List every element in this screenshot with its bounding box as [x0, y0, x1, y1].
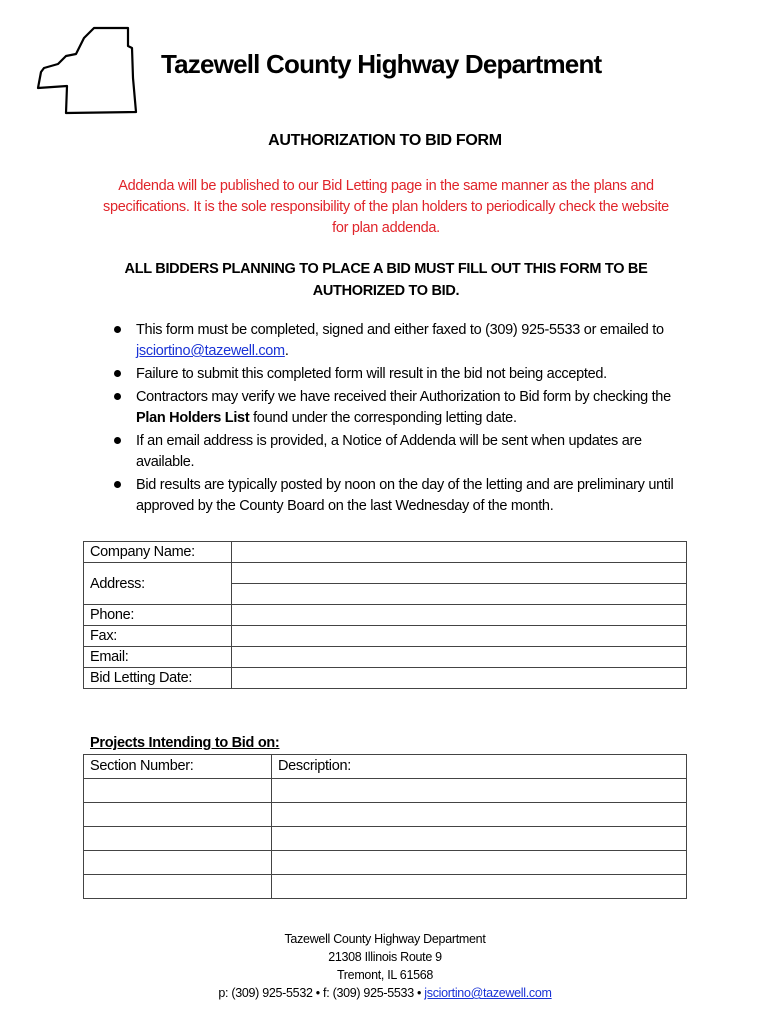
instruction-item — [112, 475, 682, 517]
bullet-icon — [114, 481, 121, 488]
instruction-text: This form must be completed, signed and either faxed to (309) 925-5533 or emailed to — [136, 322, 664, 338]
fax-label: Fax: — [84, 626, 232, 647]
section-number-field[interactable] — [84, 803, 272, 827]
instruction-text-end: found under the corresponding letting date. — [249, 410, 517, 426]
table-row — [84, 875, 687, 899]
company-info-table — [83, 541, 687, 689]
bullet-icon — [114, 326, 121, 333]
phone-label: Phone: — [84, 605, 232, 626]
instruction-text: Failure to submit this completed form will result in the bid not being accepted. — [136, 366, 607, 382]
instruction-item — [112, 431, 682, 473]
section-number-field[interactable] — [84, 827, 272, 851]
bidder-warning: ALL BIDDERS PLANNING TO PLACE A BID MUST FILL OUT THIS FORM TO BE AUTHORIZED TO BID. — [124, 261, 648, 299]
section-number-header: Section Number: — [84, 755, 272, 779]
description-field[interactable] — [272, 779, 687, 803]
instruction-text-end: . — [284, 343, 289, 359]
description-field[interactable] — [272, 875, 687, 899]
bullet-icon — [114, 393, 121, 400]
projects-heading: Projects Intending to Bid on: — [90, 735, 280, 751]
instruction-item — [112, 320, 682, 362]
instruction-text: Contractors may verify we have received their Authorization to Bid form by checking the — [136, 389, 671, 405]
phone-field[interactable] — [232, 605, 687, 626]
email-link[interactable]: jsciortino@tazewell.com — [136, 343, 285, 359]
fax-field[interactable] — [232, 626, 687, 647]
section-number-field[interactable] — [84, 851, 272, 875]
projects-table — [83, 754, 687, 899]
page-title: Tazewell County Highway Department — [161, 49, 602, 79]
address-label: Address: — [84, 563, 232, 605]
table-row — [84, 851, 687, 875]
bid-letting-date-label: Bid Letting Date: — [84, 668, 232, 689]
email-label: Email: — [84, 647, 232, 668]
table-row — [84, 827, 687, 851]
address-field-line2[interactable] — [232, 584, 687, 605]
form-title: AUTHORIZATION TO BID FORM — [268, 132, 502, 149]
email-field[interactable] — [232, 647, 687, 668]
footer-contact — [0, 984, 770, 1002]
footer-city: Tremont, IL 61568 — [336, 968, 434, 982]
bullet-icon — [114, 437, 121, 444]
footer-street: 21308 Illinois Route 9 — [328, 950, 442, 964]
description-field[interactable] — [272, 803, 687, 827]
addenda-notice: Addenda will be published to our Bid Letting page in the same manner as the plans and specifications. It is the sole responsibility of the plan holders to periodically check the website for plan addenda. — [103, 178, 669, 236]
section-number-field[interactable] — [84, 875, 272, 899]
description-field[interactable] — [272, 851, 687, 875]
section-number-field[interactable] — [84, 779, 272, 803]
bid-letting-date-field[interactable] — [232, 668, 687, 689]
bullet-icon — [114, 370, 121, 377]
instruction-item — [112, 364, 682, 385]
description-header: Description: — [272, 755, 687, 779]
footer — [0, 930, 770, 1002]
instruction-text: Bid results are typically posted by noon on the day of the letting and are preliminary until approved by the County Board on the last Wednesday of the month. — [136, 477, 674, 514]
company-name-field[interactable] — [232, 542, 687, 563]
address-field-line1[interactable] — [232, 563, 687, 584]
instruction-list — [112, 320, 682, 519]
company-name-label: Company Name: — [84, 542, 232, 563]
instruction-text: If an email address is provided, a Notice of Addenda will be sent when updates are available. — [136, 433, 642, 470]
footer-email-link[interactable]: jsciortino@tazewell.com — [424, 986, 552, 1000]
plan-holders-list-text: Plan Holders List — [136, 410, 250, 426]
table-row — [84, 803, 687, 827]
table-row — [84, 779, 687, 803]
instruction-item — [112, 387, 682, 429]
description-field[interactable] — [272, 827, 687, 851]
footer-phone-fax: p: (309) 925-5532 • f: (309) 925-5533 • — [218, 986, 425, 1000]
county-outline-icon — [34, 26, 142, 118]
footer-org-name: Tazewell County Highway Department — [284, 932, 486, 946]
